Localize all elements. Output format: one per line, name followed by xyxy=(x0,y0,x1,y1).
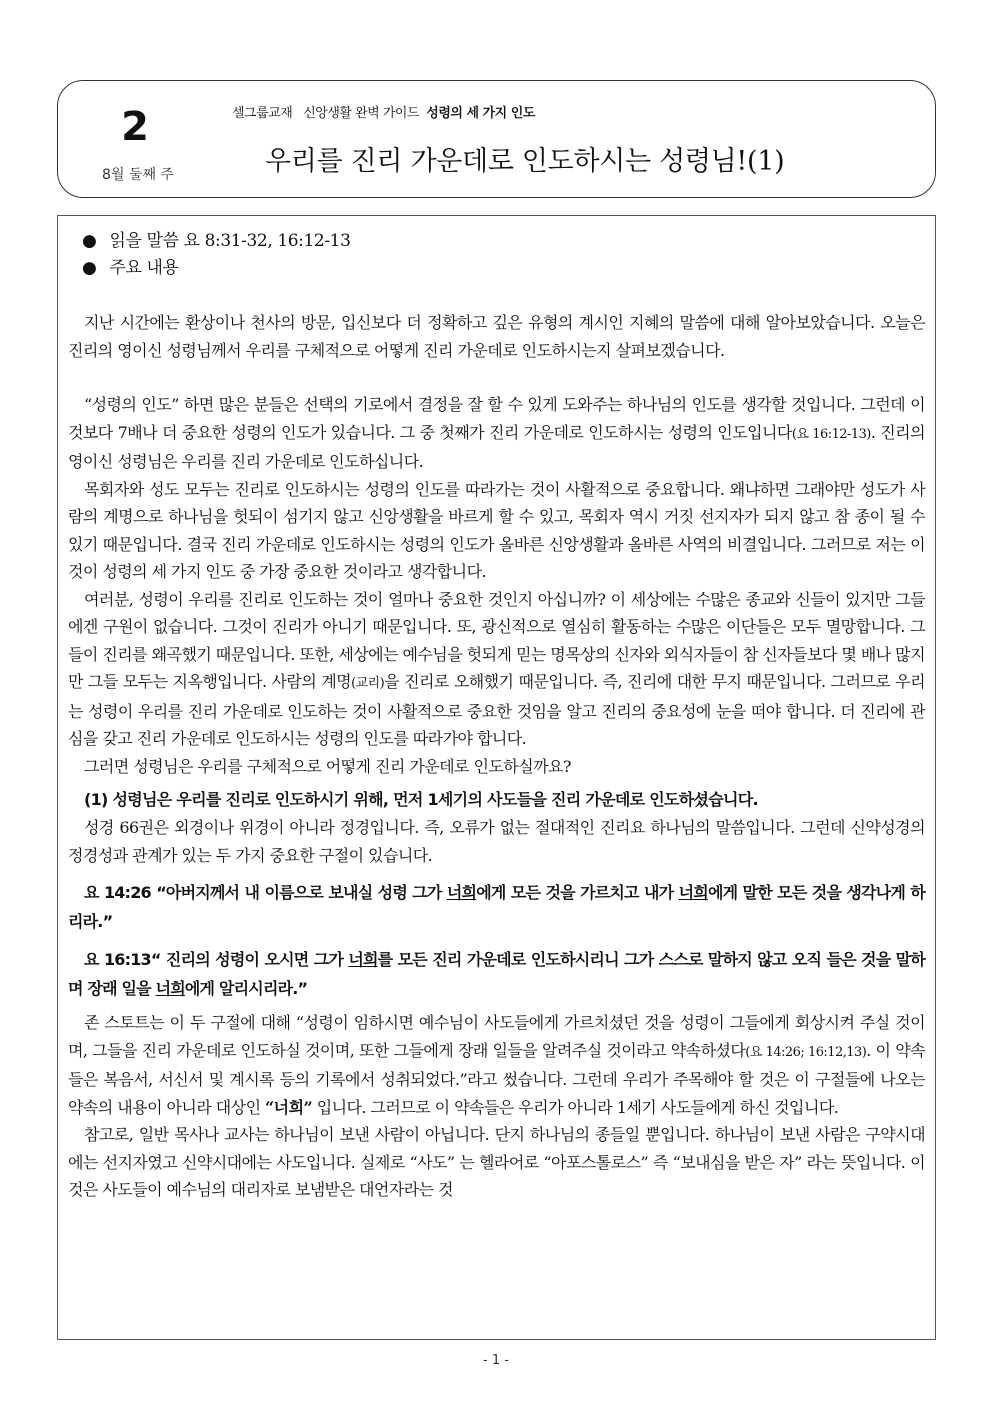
paragraph-text: 존 스토트는 이 두 구절에 대해 “성령이 임하시면 예수님이 사도들에게 가르치셨던 것을 성령이 그들에게 회상시켜 주실 것이며, 그들을 진리 가운데로 인도하실 것이며, 또한 그들에게 장래 일들을 알려주실 것이라고 약속하셨다 xyxy=(68,1013,925,1060)
lesson-title: 우리를 진리 가운데로 인도하시는 성령님!(1) xyxy=(265,146,785,177)
paragraph xyxy=(68,586,925,753)
verse-underline: 너희 xyxy=(155,978,185,998)
paragraph-text: . 이 약속들은 복음서, 서신서 및 계시록 등의 기록에서 성취되었다.”라고 썼습니다. 그런데 우리가 주목해야 할 것은 이 구절들에 나오는 약속의 내용이 아니라 대상인 xyxy=(68,1040,926,1117)
paragraph: 목회자와 성도 모두는 진리로 인도하시는 성령의 인도를 따라가는 것이 사활적으로 중요합니다. 왜냐하면 그래야만 성도가 사람의 계명으로 하나님을 헛되이 섬기지 않고 신앙생활을 바르게 할 수 있고, 목회자 역시 거짓 선지자가 되지 않고 참 종이 될 수 있기 때문입니다. 결국 진리 가운데로 인도하시는 성령의 인도가 올바른 신앙생활과 올바른 사역의 비결입니다. 그러므로 저는 이것이 성령의 세 가지 인도 중 가장 중요한 것이라고 생각합니다. xyxy=(68,479,925,581)
verse-underline: 너희 xyxy=(348,950,378,969)
paragraph-text: 여러분, 성령이 우리를 진리로 인도하는 것이 얼마나 중요한 것인지 아십니까? 이 세상에는 수많은 종교와 신들이 있지만 그들에겐 구원이 없습니다. 그것이 진리가 아니기 때문입니다. 또, 광신적으로 열심히 활동하는 수많은 이단들은 모두 멸망합니다. 그들이 진리를 왜곡했기 때문입니다. 또한, 세상에는 예수님을 헛되게 믿는 명목상의 신자와 외식자들이 참 신자들보다 몇 배나 많지만 그들 모두는 지옥행입니다. 사람의 계명 xyxy=(68,589,925,691)
scripture-ref: (교리) xyxy=(351,676,385,691)
reading-ref: 요 8:31-32, 16:12-13 xyxy=(183,231,351,251)
paragraph xyxy=(68,1009,925,1121)
spacer xyxy=(68,282,925,309)
verse-text: 에게 알리시리라.” xyxy=(184,978,308,998)
verse-text: 에게 말한 모든 것을 생각나게 하리라.” xyxy=(68,883,925,931)
series-name: 신앙생활 완벽 가이드 xyxy=(303,106,419,121)
paragraph-text: “성령의 인도” 하면 많은 분들은 선택의 기로에서 결정을 잘 할 수 있게 도와주는 하나님의 인도를 생각할 것입니다. 그런데 이것보다 7배나 더 중요한 성령의 인도가 있습니다. 그 중 첫째가 진리 가운데로 인도하시는 성령의 인도입니다 xyxy=(68,395,925,442)
series-subtitle: 성령의 세 가지 인도 xyxy=(426,106,535,121)
page-number: - 1 - xyxy=(483,1353,509,1368)
verse-text: 에게 모든 것을 가르치고 내가 xyxy=(476,883,679,902)
verse-text: 요 14:26 “아버지께서 내 이름으로 보내실 성령 그가 xyxy=(84,883,447,902)
scripture-ref: (요 16:12-13) xyxy=(791,426,871,442)
reading-label: 읽을 말씀 xyxy=(109,231,179,251)
lesson-content xyxy=(57,215,936,1340)
paragraph: 성경 66권은 외경이나 위경이 아니라 정경입니다. 즉, 오류가 없는 절대적인 진리요 하나님의 말씀입니다. 그런데 신약성경의 정경성과 관계가 있는 두 가지 중요한 구절이 있습니다. xyxy=(68,818,925,865)
intro-paragraph: 지난 시간에는 환상이나 천사의 방문, 입신보다 더 정확하고 깊은 유형의 계시인 지혜의 말씀에 대해 알아보았습니다. 오늘은 진리의 영이신 성령님께서 우리를 구체적으로 어떻게 진리 가운데로 인도하시는지 살펴보겠습니다. xyxy=(68,313,925,360)
verse-text: 요 16:13“ 진리의 성령이 오시면 그가 xyxy=(84,950,349,969)
series-prefix: 셀그룹교재 xyxy=(232,106,293,121)
bullet-icon: ● xyxy=(82,231,97,251)
scripture-ref: (요 14:26; 16:12,13) xyxy=(745,1044,867,1060)
spacer xyxy=(68,364,925,391)
paragraph: 참고로, 일반 목사나 교사는 하나님이 보낸 사람이 아닙니다. 단지 하나님의 종들일 뿐입니다. 하나님이 보낸 사람은 구약시대에는 선지자였고 신약시대에는 사도입니다. 실제로 “사도” 는 헬라어로 “아포스톨로스” 즉 “보내심을 받은 자” 라는 뜻입니다. 이것은 사도들이 예수님의 대리자로 보냄받은 대언자라는 것 xyxy=(68,1125,925,1199)
verse-underline: 너희 xyxy=(678,883,708,902)
paragraph-text: 을 진리로 오해했기 때문입니다. 즉, 진리에 대한 무지 때문입니다. 그러므로 우리는 성령이 우리를 진리 가운데로 인도하는 것이 사활적으로 중요한 것임을 알고 진리의 중요성에 눈을 떠야 합니다. 더 진리에 관심을 갖고 진리 가운데로 인도하시는 성령의 인도를 따라가야 합니다. xyxy=(68,672,925,748)
verse-text: 를 모든 진리 가운데로 인도하시리니 그가 스스로 말하지 않고 오직 들은 것을 말하며 장래 일을 xyxy=(68,950,925,998)
summary-line xyxy=(82,255,925,282)
lesson-number: 2 xyxy=(121,104,149,150)
summary-label: 주요 내용 xyxy=(109,258,179,278)
series-line xyxy=(232,102,535,121)
paragraph xyxy=(68,391,925,476)
lesson-header xyxy=(57,80,936,198)
paragraph-text: 입니다. 그러므로 이 약속들은 우리가 아니라 1세기 사도들에게 하신 것입니다. xyxy=(312,1097,839,1117)
emphasis-text: “너희” xyxy=(265,1097,313,1117)
section-heading: (1) 성령님은 우리를 진리로 인도하시기 위해, 먼저 1세기의 사도들을 진리 가운데로 인도하셨습니다. xyxy=(84,790,758,809)
bullet-icon: ● xyxy=(82,258,97,278)
reading-line xyxy=(82,228,925,255)
verse-quote xyxy=(68,946,925,1003)
week-label: 8월 둘째 주 xyxy=(102,167,174,183)
paragraph-text: . 진리의 영이신 성령님은 우리를 진리 가운데로 인도하십니다. xyxy=(68,422,925,471)
verse-underline: 너희 xyxy=(446,883,477,902)
verse-quote xyxy=(68,879,925,936)
paragraph: 그러면 성령님은 우리를 구체적으로 어떻게 진리 가운데로 인도하실까요? xyxy=(84,756,571,776)
